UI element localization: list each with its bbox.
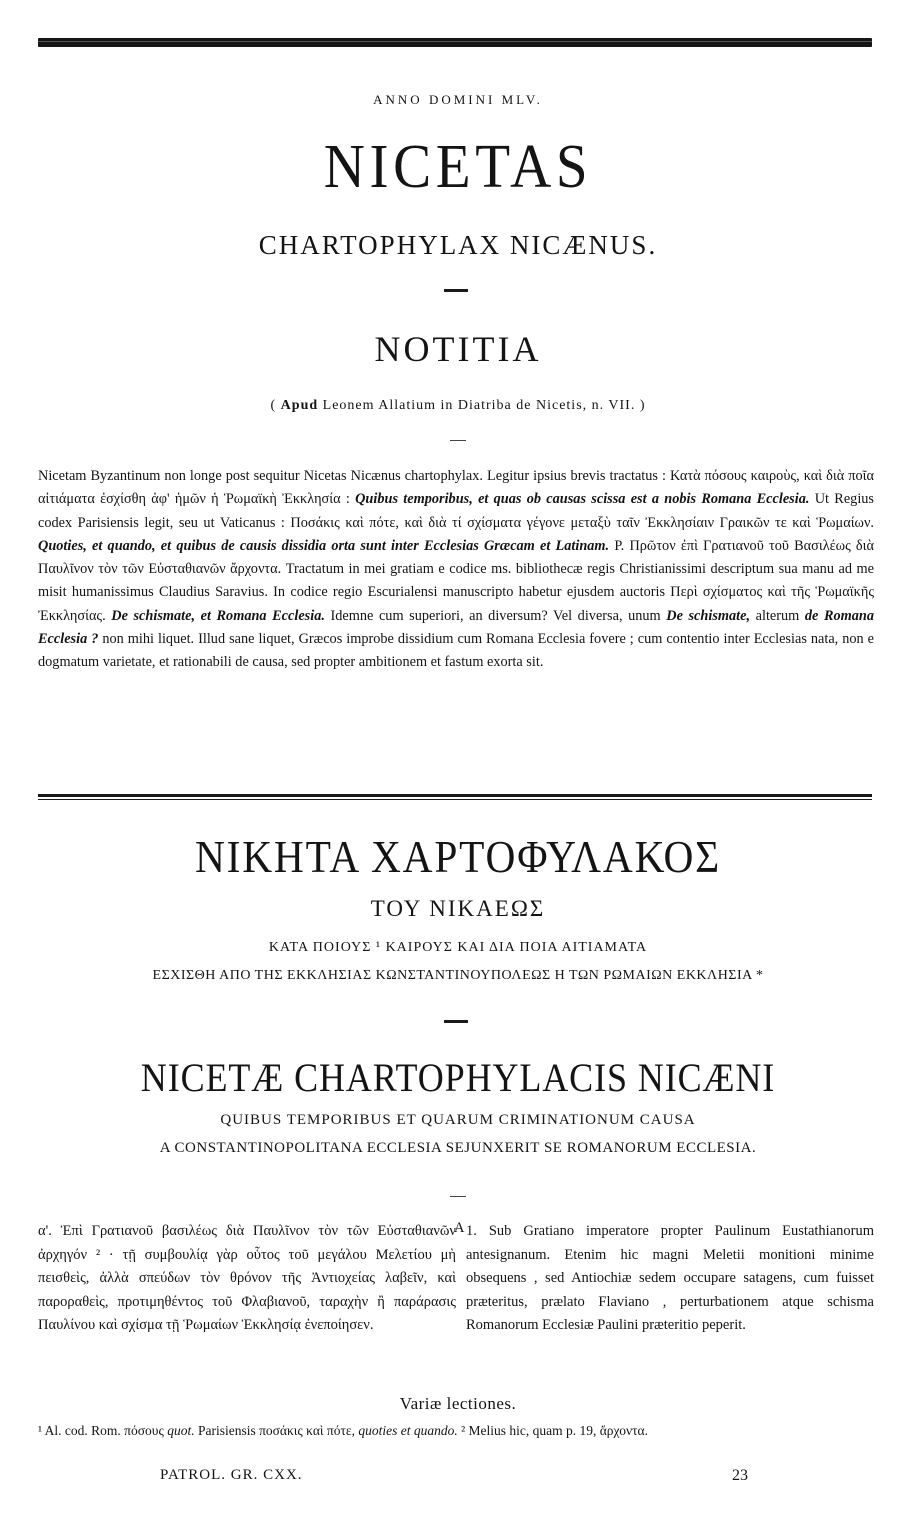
- latin-title: NICETÆ CHARTOPHYLACIS NICÆNI: [140, 1055, 776, 1100]
- anno-line: ANNO DOMINI MLV.: [373, 92, 543, 107]
- note-segment: ¹ Al. cod. Rom. πόσους: [38, 1423, 168, 1438]
- source-open-paren: (: [270, 398, 277, 413]
- body-italic-segment: De schismate,: [666, 607, 751, 624]
- body-segment: Idemne cum superiori, an diversum? Vel diversa, unum: [324, 607, 667, 624]
- body-segment: Nicetam Byzantinum non longe post sequitur Nicetas Nicænus chartophylax. Legitur ipsius brevis tractatus :: [38, 468, 671, 484]
- body-italic-segment: Quoties, et quando, et quibus de causis dissidia orta sunt inter Ecclesias Græcam et Latinam.: [38, 537, 610, 554]
- greek-title: ΝΙΚΗΤΑ ΧΑΡΤΟΦΥΛΑΚΟΣ: [194, 831, 722, 882]
- source-note-bold: Apud: [280, 398, 319, 413]
- body-segment: alterum: [750, 607, 805, 624]
- greek-heading-line-2: ΕΣΧΙΣΘΗ ΑΠΟ ΤΗΣ ΕΚΚΛΗΣΙΑΣ ΚΩΝΣΤΑΝΤΙΝΟΥΠΟΛΕΩΣ Η ΤΩΝ ΡΩΜΑΙΩΝ ΕΚΚΛΗΣΙΑ *: [152, 968, 764, 983]
- source-note: [0, 398, 916, 414]
- greek-heading-line-1: ΚΑΤΑ ΠΟΙΟΥΣ ¹ ΚΑΙΡΟΥΣ ΚΑΙ ΔΙΑ ΠΟΙΑ ΑΙΤΙΑΜΑΤΑ: [268, 940, 648, 955]
- top-rule: [38, 38, 872, 47]
- body-greek-segment: Κατὰ πόσους καιροὺς, καὶ διὰ ποῖα αἰτιάματα ἐσχίσθη ἀφ' ἡμῶν ἡ Ῥωμαϊκὴ Ἐκκλησία :: [38, 468, 874, 508]
- main-subtitle: CHARTOPHYLAX NICÆNUS.: [258, 230, 658, 260]
- source-note-text: Leonem Allatium in Diatriba de Nicetis, n. VII.: [322, 398, 636, 413]
- latin-column-text: 1. Sub Gratiano imperatore propter Paulinum Eustathianorum antesignanum. Etenim hic magni Meletii monitioni minime obsequens , sed Antiochiæ sedem occupare satagens, cum fuisset præteritus, prælato Flaviano , perturbationem atque schisma Romanorum Ecclesiæ Paulini præteritio peperit.: [466, 1223, 874, 1334]
- source-close-paren: ): [639, 398, 646, 413]
- footer-volume: PATROL. GR. CXX.: [160, 1467, 303, 1483]
- notitia-heading: NOTITIA: [374, 329, 542, 369]
- section-double-rule: [38, 794, 872, 797]
- divider-dash-small: [450, 440, 466, 441]
- main-title: NICETAS: [323, 133, 593, 201]
- notitia-body: [38, 465, 874, 675]
- column-marker: A: [454, 1220, 465, 1236]
- variae-lectiones-heading: Variæ lectiones.: [399, 1394, 517, 1413]
- note-segment: Parisiensis ποσάκις καὶ πότε,: [194, 1423, 359, 1438]
- note-italic-segment: quot.: [167, 1423, 195, 1438]
- greek-column-text: α'. Ἐπὶ Γρατιανοῦ βασιλέως διὰ Παυλῖνον τὸν τῶν Εὐσταθιανῶν ἀρχηγόν ² · τῇ συμβουλίᾳ γὰρ οὗτος τοῦ μεγάλου Μελετίου μὴ πεισθεὶς, ἀλλὰ σπεύδων τὸν θρόνον τῆς Ἀντιοχείας λαβεῖν, καὶ παροραθεὶς, προτιμηθέντος τοῦ Φλαβιανοῦ, ταραχὴν ἢ παράρασις Παυλίνου καὶ σχίσμα τῇ Ῥωμαίων Ἐκκλησίᾳ ἐνεποίησεν.: [38, 1223, 456, 1334]
- body-segment: Ut Regius codex Parisiensis legit, seu ut Vaticanus : Ποσάκις καὶ πότε, καὶ διὰ τί σχίσματα γέγονε μεταξὺ ταῖν Ἐκκλησίαιν Γραικῶν τε καὶ Ῥωμαίων.: [38, 491, 874, 531]
- latin-heading-line-2: A CONSTANTINOPOLITANA ECCLESIA SEJUNXERIT SE ROMANORUM ECCLESIA.: [159, 1140, 757, 1156]
- body-italic-segment: De schismate, et Romana Ecclesia.: [111, 607, 325, 624]
- footer-page-number: 23: [732, 1467, 748, 1484]
- body-segment: P. Πρῶτον ἐπὶ Γρατιανοῦ τοῦ Βασιλέως διὰ Παυλῖνον τὸν τῶν Εὐσταθιανῶν ἄρχοντα. Tractatum in mei gratiam e codice ms. bibliothecæ regis Christianissimi descriptum sua manu ad me misit humanissimus Claudius Saravius. In codice regio Escurialensi manuscripto habetur ejusdem auctoris Περὶ σχίσματος καὶ τῆς Ῥωμαϊκῆς Ἐκκλησίας.: [38, 537, 874, 624]
- divider-dash: [444, 289, 468, 292]
- greek-subtitle: ΤΟΥ ΝΙΚΑΕΩΣ: [370, 896, 546, 921]
- note-segment: ² Melius hic, quam p. 19, ἄρχοντα.: [457, 1423, 648, 1438]
- body-italic-segment: Quibus temporibus, et quas ob causas scissa est a nobis Romana Ecclesia.: [355, 491, 810, 508]
- divider-dash: [444, 1020, 468, 1023]
- latin-heading-line-1: QUIBUS TEMPORIBUS ET QUARUM CRIMINATIONUM CAUSA: [220, 1112, 696, 1128]
- divider-dash-small: [450, 1196, 466, 1197]
- note-italic-segment: quoties et quando.: [358, 1423, 458, 1438]
- variae-notes: [38, 1420, 874, 1441]
- body-segment: non mihi liquet. Illud sane liquet, Græcos improbe dissidium cum Romana Ecclesia fovere ; cum contentio inter Ecclesias nata, non e dogmatum varietate, et rationabili de causa, sed propter ambitionem et fastum exorta sit.: [38, 631, 875, 671]
- body-italic-segment: de Romana Ecclesia ?: [38, 607, 874, 648]
